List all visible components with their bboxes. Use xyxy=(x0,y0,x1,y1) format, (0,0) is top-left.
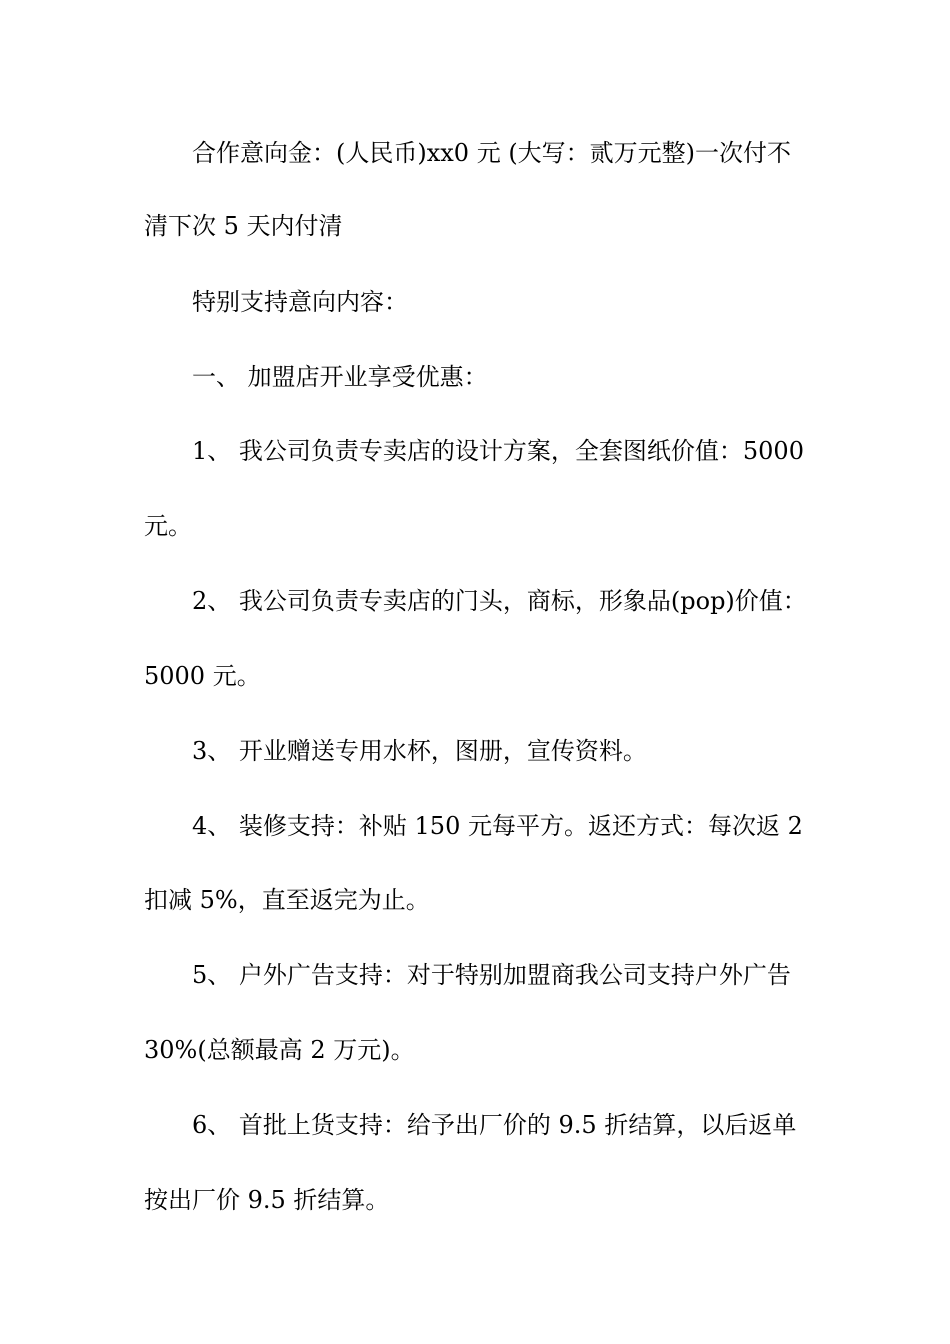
deposit-line-1: 合作意向金：(人民币)xx0 元 (大写：贰万元整)一次付不 xyxy=(192,139,792,167)
item-2-line-1: 2、 我公司负责专卖店的门头，商标，形象品(pop)价值： xyxy=(192,587,807,615)
item-5-line-2: 30%(总额最高 2 万元)。 xyxy=(144,1036,415,1064)
item-2-line-2: 5000 元。 xyxy=(144,662,261,690)
item-4-line-2: 扣减 5%，直至返完为止。 xyxy=(144,886,430,914)
item-6-line-1: 6、 首批上货支持：给予出厂价的 9.5 折结算，以后返单 xyxy=(192,1111,797,1139)
item-4-line-1: 4、 装修支持：补贴 150 元每平方。返还方式：每次返 2 xyxy=(192,812,803,840)
item-6-line-2: 按出厂价 9.5 折结算。 xyxy=(144,1186,390,1214)
item-3-line-1: 3、 开业赠送专用水杯，图册，宣传资料。 xyxy=(192,737,647,765)
item-1-line-2: 元。 xyxy=(144,512,192,540)
section-one-heading: 一、 加盟店开业享受优惠： xyxy=(192,363,488,391)
item-5-line-1: 5、 户外广告支持：对于特别加盟商我公司支持户外广告 xyxy=(192,961,791,989)
item-1-line-1: 1、 我公司负责专卖店的设计方案，全套图纸价值：5000 xyxy=(192,437,804,465)
special-support-heading: 特别支持意向内容： xyxy=(192,288,408,316)
deposit-line-2: 清下次 5 天内付清 xyxy=(144,212,343,240)
